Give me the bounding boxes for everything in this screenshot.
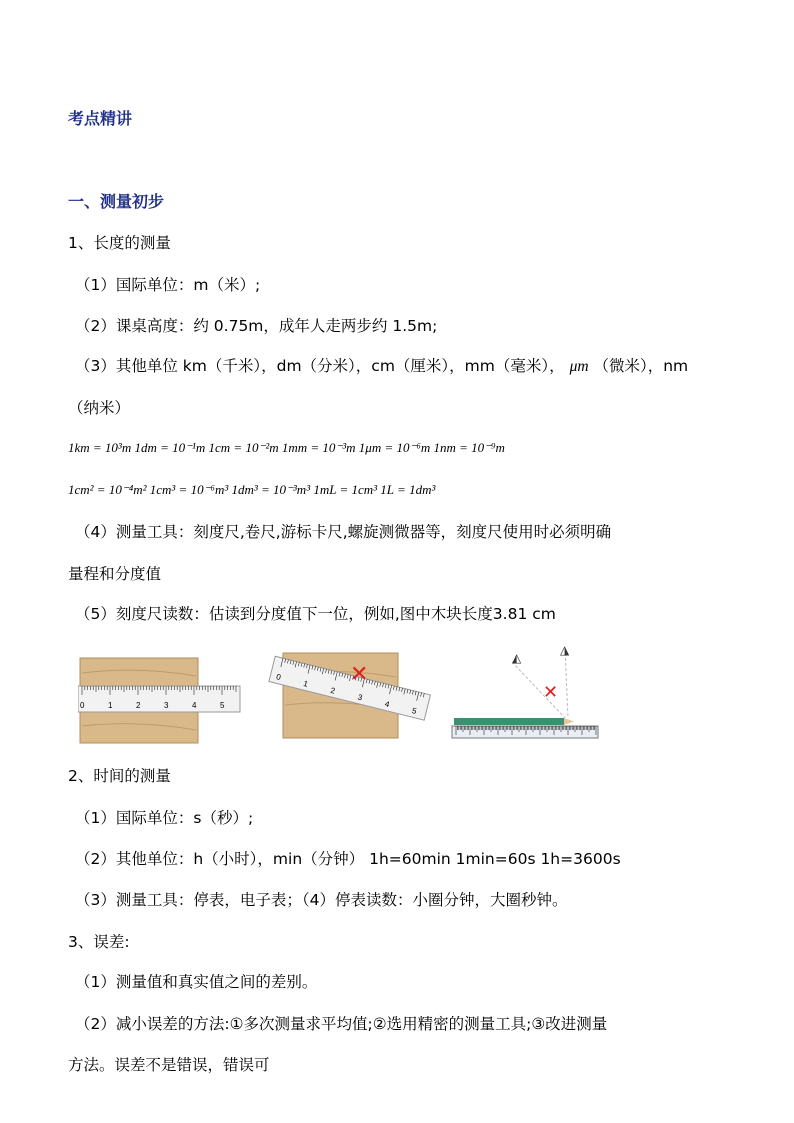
len-p3-c: （纳米）: [68, 399, 131, 417]
ruler-label: 2: [136, 701, 141, 710]
len-p3: [75, 354, 688, 376]
ruler-3: [452, 726, 598, 738]
len-p4-b: 量程和分度值: [68, 565, 162, 583]
len-p3-a: （3）其他单位 km（千米），dm（分米），cm（厘米），mm（毫米），: [75, 357, 565, 375]
pencil: [454, 718, 564, 725]
ruler-label: 3: [164, 701, 169, 710]
ruler-label: 1: [108, 701, 113, 710]
ruler-label: 0: [80, 701, 85, 710]
error-p1: （1）测量值和真实值之间的差别。: [75, 973, 318, 991]
len-p2: （2）课桌高度：约 0.75m，成年人走两步约 1.5m;: [75, 317, 438, 335]
formula-area-volume: 1cm² = 10⁻⁴m² 1cm³ = 10⁻⁶m³ 1dm³ = 10⁻³m³ 1mL = 1cm³ 1L = 1dm³: [68, 482, 436, 497]
ruler-label: 3: [356, 692, 364, 703]
ruler-label: 2: [329, 685, 337, 696]
sub-length: 1、长度的测量: [68, 234, 171, 252]
ruler-label: 4: [192, 701, 197, 710]
ruler: [78, 686, 240, 712]
cross-mark-2: ✕: [350, 662, 369, 687]
eye-icon-1: ◭: [512, 651, 522, 665]
error-p2-a: （2）减小误差的方法:①多次测量求平均值;②选用精密的测量工具;③改进测量: [75, 1015, 608, 1033]
figure-ruler-block: [78, 648, 248, 748]
eye-icon-2: ◮: [560, 643, 570, 657]
ruler-label: 4: [383, 699, 391, 710]
ruler-label: 0: [275, 672, 282, 683]
cross-mark-3: ✕: [543, 682, 559, 703]
len-p1: （1）国际单位：m（米）;: [75, 276, 261, 294]
ruler-label: 1: [302, 679, 309, 689]
heading-measurement: 一、测量初步: [68, 192, 165, 211]
time-p2: （2）其他单位：h（小时），min（分钟） 1h=60min 1min=60s 1h=3600s: [75, 850, 621, 868]
len-p5: （5）刻度尺读数：估读到分度值下一位，例如,图中木块长度3.81 cm: [75, 605, 556, 623]
len-p3-mu: μm: [569, 358, 589, 375]
sub-error: 3、误差:: [68, 933, 130, 951]
formula-length: 1km = 10³m 1dm = 10⁻¹m 1cm = 10⁻²m 1mm = 10⁻³m 1μm = 10⁻⁶m 1nm = 10⁻⁹m: [68, 440, 505, 455]
len-p3-b: （微米），nm: [593, 357, 689, 375]
figure-ruler-tilted: [268, 645, 438, 745]
time-p3: （3）测量工具：停表，电子表；（4）停表读数：小圈分钟，大圈秒钟。: [75, 891, 568, 909]
error-p2-b: 方法。误差不是错误，错误可: [68, 1056, 270, 1074]
section-title: 考点精讲: [68, 109, 133, 128]
len-p4-a: （4）测量工具：刻度尺,卷尺,游标卡尺,螺旋测微器等，刻度尺使用时必须明确: [75, 523, 612, 541]
ruler-label: 5: [411, 706, 418, 716]
time-p1: （1）国际单位：s（秒）;: [75, 809, 254, 827]
figure-pencil-reading: [450, 640, 600, 740]
ruler-label: 5: [220, 701, 225, 710]
sub-time: 2、时间的测量: [68, 767, 171, 785]
